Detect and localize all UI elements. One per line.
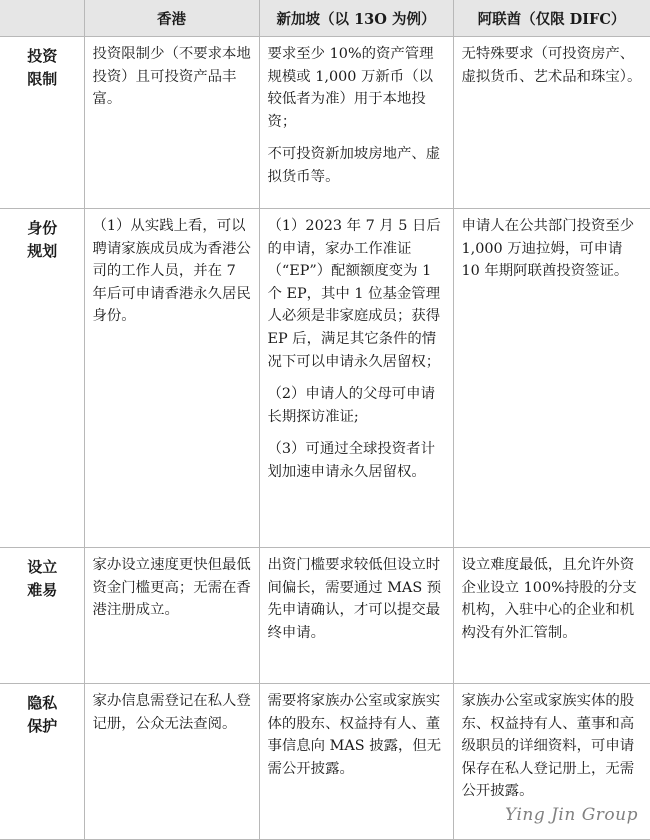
row-label: 身份 规划: [0, 209, 84, 548]
header-row: [0, 0, 650, 37]
row-label: 隐私 保护: [0, 684, 84, 840]
cell-uae: 申请人在公共部门投资至少 1,000 万迪拉姆，可申请 10 年期阿联酋投资签证。: [453, 209, 650, 548]
cell-uae: 设立难度最低，且允许外资企业设立 100%持股的分支机构，入驻中心的企业和机构没有外汇管制。: [453, 548, 650, 684]
header-corner: [0, 0, 84, 37]
cell-hong-kong: （1）从实践上看，可以聘请家族成员成为香港公司的工作人员，并在 7 年后可申请香港永久居民身份。: [84, 209, 259, 548]
table-row: [0, 209, 650, 548]
cell-uae: 家族办公室或家族实体的股东、权益持有人、董事和高级职员的详细资料，可申请保存在私人登记册上，无需公开披露。: [453, 684, 650, 840]
table-row: [0, 548, 650, 684]
cell-hong-kong: 家办信息需登记在私人登记册，公众无法查阅。: [84, 684, 259, 840]
cell-singapore: （1）2023 年 7 月 5 日后的申请，家办工作准证（“EP”）配额额度变为 1 个 EP，其中 1 位基金管理人必须是非家庭成员；获得 EP 后，满足其它条件的情况下可以申请永久居留权； （2）申请人的父母可申请长期探访准证; （3）可通过全球投资者计划加速申请永久居留权。: [259, 209, 453, 548]
cell-hong-kong: 家办设立速度更快但最低资金门槛更高；无需在香港注册成立。: [84, 548, 259, 684]
header-uae: 阿联酋（仅限 DIFC）: [453, 0, 650, 37]
cell-singapore: 要求至少 10%的资产管理规模或 1,000 万新币（以较低者为准）用于本地投资； 不可投资新加坡房地产、虚拟货币等。: [259, 37, 453, 209]
table-row: [0, 37, 650, 209]
cell-singapore: 出资门槛要求较低但设立时间偏长，需要通过 MAS 预先申请确认，才可以提交最终申请。: [259, 548, 453, 684]
header-singapore: 新加坡（以 13O 为例）: [259, 0, 453, 37]
header-hong-kong: 香港: [84, 0, 259, 37]
cell-hong-kong: 投资限制少（不要求本地投资）且可投资产品丰富。: [84, 37, 259, 209]
row-label: 投资 限制: [0, 37, 84, 209]
watermark: Ying Jin Group: [505, 805, 638, 825]
cell-uae: 无特殊要求（可投资房产、虚拟货币、艺术品和珠宝）。: [453, 37, 650, 209]
cell-singapore: 需要将家族办公室或家族实体的股东、权益持有人、董事信息向 MAS 披露，但无需公开披露。: [259, 684, 453, 840]
row-label: 设立 难易: [0, 548, 84, 684]
